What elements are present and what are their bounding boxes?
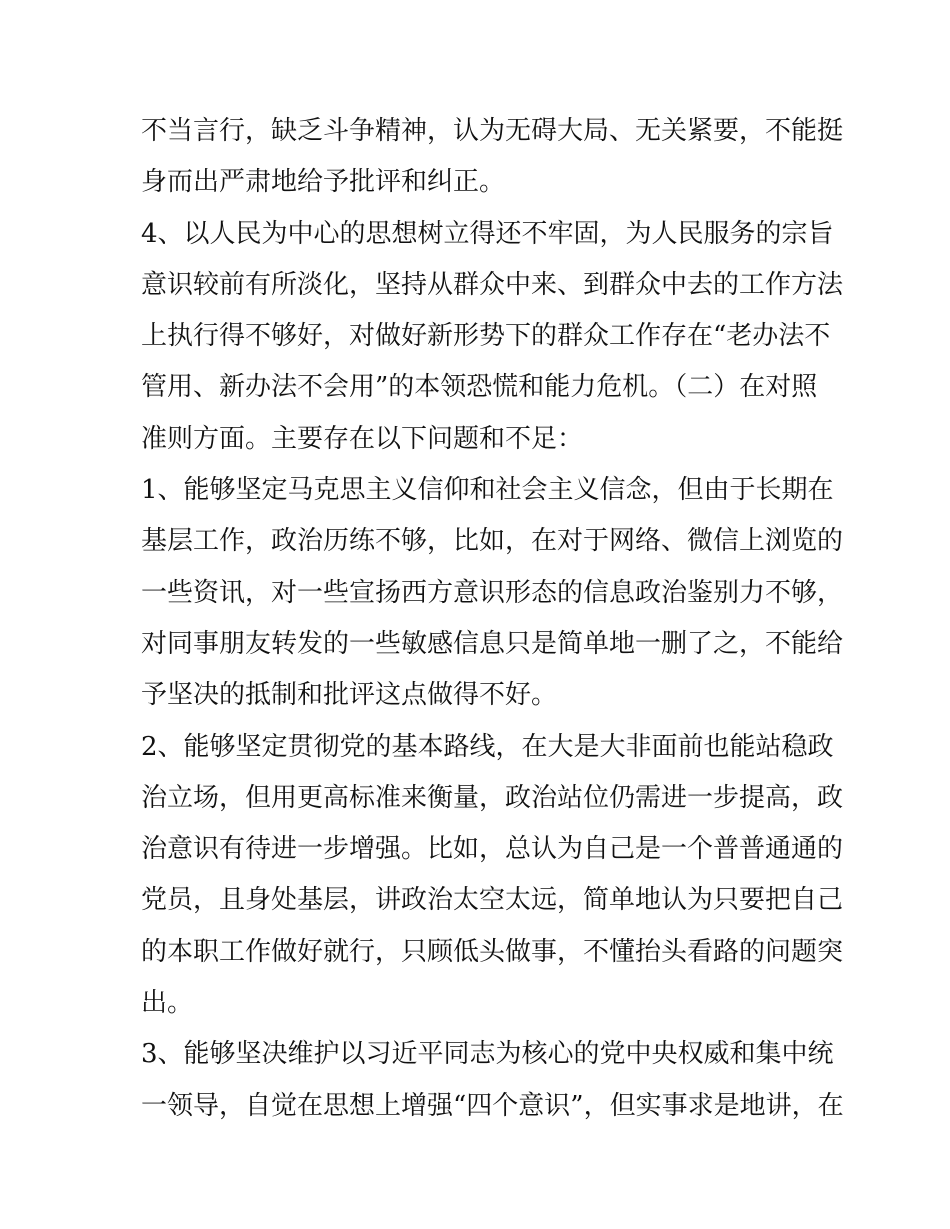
- text-line: 党员，且身处基层，讲政治太空太远，简单地认为只要把自己: [141, 885, 844, 916]
- text-line: 基层工作，政治历练不够，比如，在对于网络、微信上浏览的: [141, 526, 844, 557]
- text-line: 意识较前有所淡化，坚持从群众中来、到群众中去的工作方法: [141, 269, 844, 300]
- text-line: 1、能够坚定马克思主义信仰和社会主义信念，但由于长期在: [141, 475, 834, 506]
- text-line: 不当言行，缺乏斗争精神，认为无碍大局、无关紧要，不能挺: [141, 116, 844, 146]
- text-line: 身而出严肃地给予批评和纠正。: [141, 167, 506, 198]
- text-line: 对同事朋友转发的一些敏感信息只是简单地一删了之，不能给: [141, 628, 844, 659]
- text-line: 治立场，但用更高标准来衡量，政治站位仍需进一步提高，政: [141, 782, 844, 813]
- text-line: 管用、新办法不会用”的本领恐慌和能力危机。（二）在对照: [141, 372, 818, 403]
- text-line: 予坚决的抵制和批评这点做得不好。: [141, 680, 558, 711]
- text-line: 一领导，自觉在思想上增强“四个意识”，但实事求是地讲，在: [141, 1090, 844, 1121]
- text-line: 的本职工作做好就行，只顾低头做事，不懂抬头看路的问题突: [141, 936, 844, 967]
- text-line: 出。: [141, 988, 194, 1019]
- text-line: 治意识有待进一步增强。比如，总认为自己是一个普普通通的: [141, 834, 844, 865]
- text-line: 2、能够坚定贯彻党的基本路线，在大是大非面前也能站稳政: [141, 731, 834, 762]
- text-line: 上执行得不够好，对做好新形势下的群众工作存在“老办法不: [141, 321, 831, 352]
- text-line: 3、能够坚决维护以习近平同志为核心的党中央权威和集中统: [141, 1039, 834, 1070]
- text-line: 4、以人民为中心的思想树立得还不牢固，为人民服务的宗旨: [141, 218, 834, 249]
- text-line: 一些资讯，对一些宣扬西方意识形态的信息政治鉴别力不够，: [141, 577, 844, 608]
- text-line: 准则方面。主要存在以下问题和不足：: [141, 423, 584, 454]
- document-body: [141, 106, 844, 1132]
